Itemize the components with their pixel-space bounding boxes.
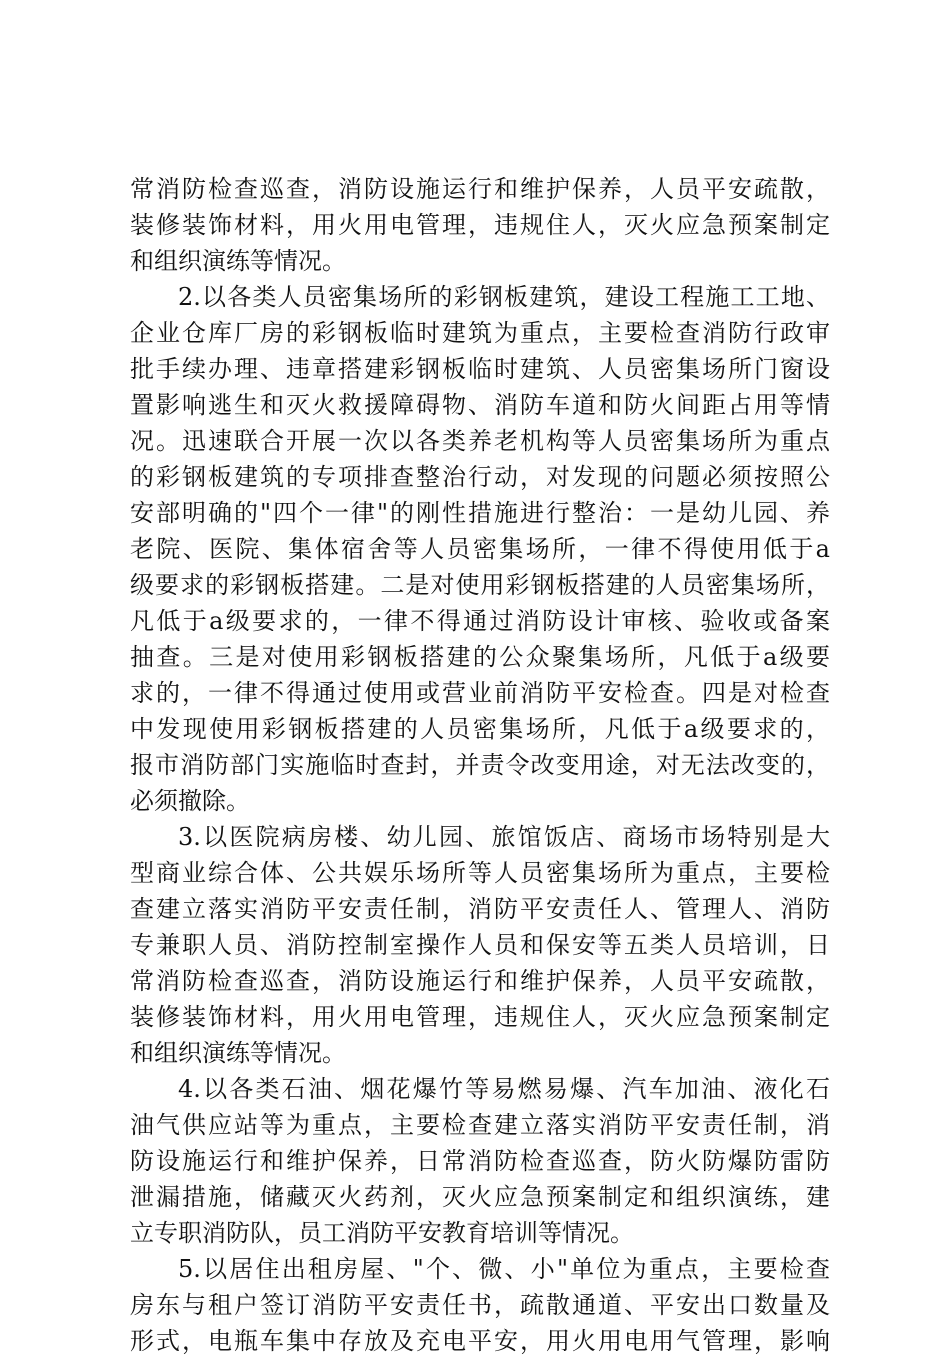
- document-page: [130, 171, 830, 1359]
- text-line: 查建立落实消防平安责任制，消防平安责任人、管理人、消防: [130, 895, 830, 923]
- paragraph-p0: [130, 171, 830, 279]
- text-line: 抽查。三是对使用彩钢板搭建的公众聚集场所，凡低于a级要: [130, 643, 830, 671]
- text-line: 和组织演练等情况。: [130, 247, 346, 275]
- text-line: 泄漏措施，储藏灭火药剂，灭火应急预案制定和组织演练，建: [130, 1183, 830, 1211]
- text-line: 凡低于a级要求的，一律不得通过消防设计审核、验收或备案: [130, 607, 830, 635]
- text-line: 常消防检查巡查，消防设施运行和维护保养，人员平安疏散，: [130, 175, 830, 203]
- text-line: 级要求的彩钢板搭建。二是对使用彩钢板搭建的人员密集场所，: [130, 571, 830, 599]
- text-line: 必须撤除。: [130, 787, 250, 815]
- text-line: 装修装饰材料，用火用电管理，违规住人，灭火应急预案制定: [130, 211, 830, 239]
- text-line: 求的，一律不得通过使用或营业前消防平安检查。四是对检查: [130, 679, 830, 707]
- text-line: 装修装饰材料，用火用电管理，违规住人，灭火应急预案制定: [130, 1003, 830, 1031]
- text-line: 安部明确的"四个一律"的刚性措施进行整治：一是幼儿园、养: [130, 499, 830, 527]
- text-line: 5.以居住出租房屋、"个、微、小"单位为重点，主要检查: [178, 1255, 830, 1283]
- text-line: 企业仓库厂房的彩钢板临时建筑为重点，主要检查消防行政审: [130, 319, 830, 347]
- text-line: 油气供应站等为重点，主要检查建立落实消防平安责任制，消: [130, 1111, 830, 1139]
- text-line: 置影响逃生和灭火救援障碍物、消防车道和防火间距占用等情: [130, 391, 830, 419]
- paragraph-p2: [130, 279, 830, 819]
- text-line: 3.以医院病房楼、幼儿园、旅馆饭店、商场市场特别是大: [178, 823, 830, 851]
- text-line: 的彩钢板建筑的专项排查整治行动，对发现的问题必须按照公: [130, 463, 830, 491]
- paragraph-p3: [130, 819, 830, 1071]
- text-line: 常消防检查巡查，消防设施运行和维护保养，人员平安疏散，: [130, 967, 830, 995]
- text-line: 中发现使用彩钢板搭建的人员密集场所，凡低于a级要求的，: [130, 715, 830, 743]
- text-line: 防设施运行和维护保养，日常消防检查巡查，防火防爆防雷防: [130, 1147, 830, 1175]
- text-line: 报市消防部门实施临时查封，并责令改变用途，对无法改变的，: [130, 751, 830, 779]
- text-line: 形式，电瓶车集中存放及充电平安，用火用电用气管理，影响: [130, 1327, 830, 1355]
- text-line: 况。迅速联合开展一次以各类养老机构等人员密集场所为重点: [130, 427, 830, 455]
- paragraph-p5: [130, 1251, 830, 1359]
- text-line: 批手续办理、违章搭建彩钢板临时建筑、人员密集场所门窗设: [130, 355, 830, 383]
- text-line: 型商业综合体、公共娱乐场所等人员密集场所为重点，主要检: [130, 859, 830, 887]
- text-line: 房东与租户签订消防平安责任书，疏散通道、平安出口数量及: [130, 1291, 830, 1319]
- text-line: 立专职消防队，员工消防平安教育培训等情况。: [130, 1219, 634, 1247]
- text-line: 2.以各类人员密集场所的彩钢板建筑，建设工程施工工地、: [178, 283, 830, 311]
- text-line: 专兼职人员、消防控制室操作人员和保安等五类人员培训，日: [130, 931, 830, 959]
- text-line: 4.以各类石油、烟花爆竹等易燃易爆、汽车加油、液化石: [178, 1075, 830, 1103]
- text-line: 和组织演练等情况。: [130, 1039, 346, 1067]
- paragraph-p4: [130, 1071, 830, 1251]
- text-line: 老院、医院、集体宿舍等人员密集场所，一律不得使用低于a: [130, 535, 830, 563]
